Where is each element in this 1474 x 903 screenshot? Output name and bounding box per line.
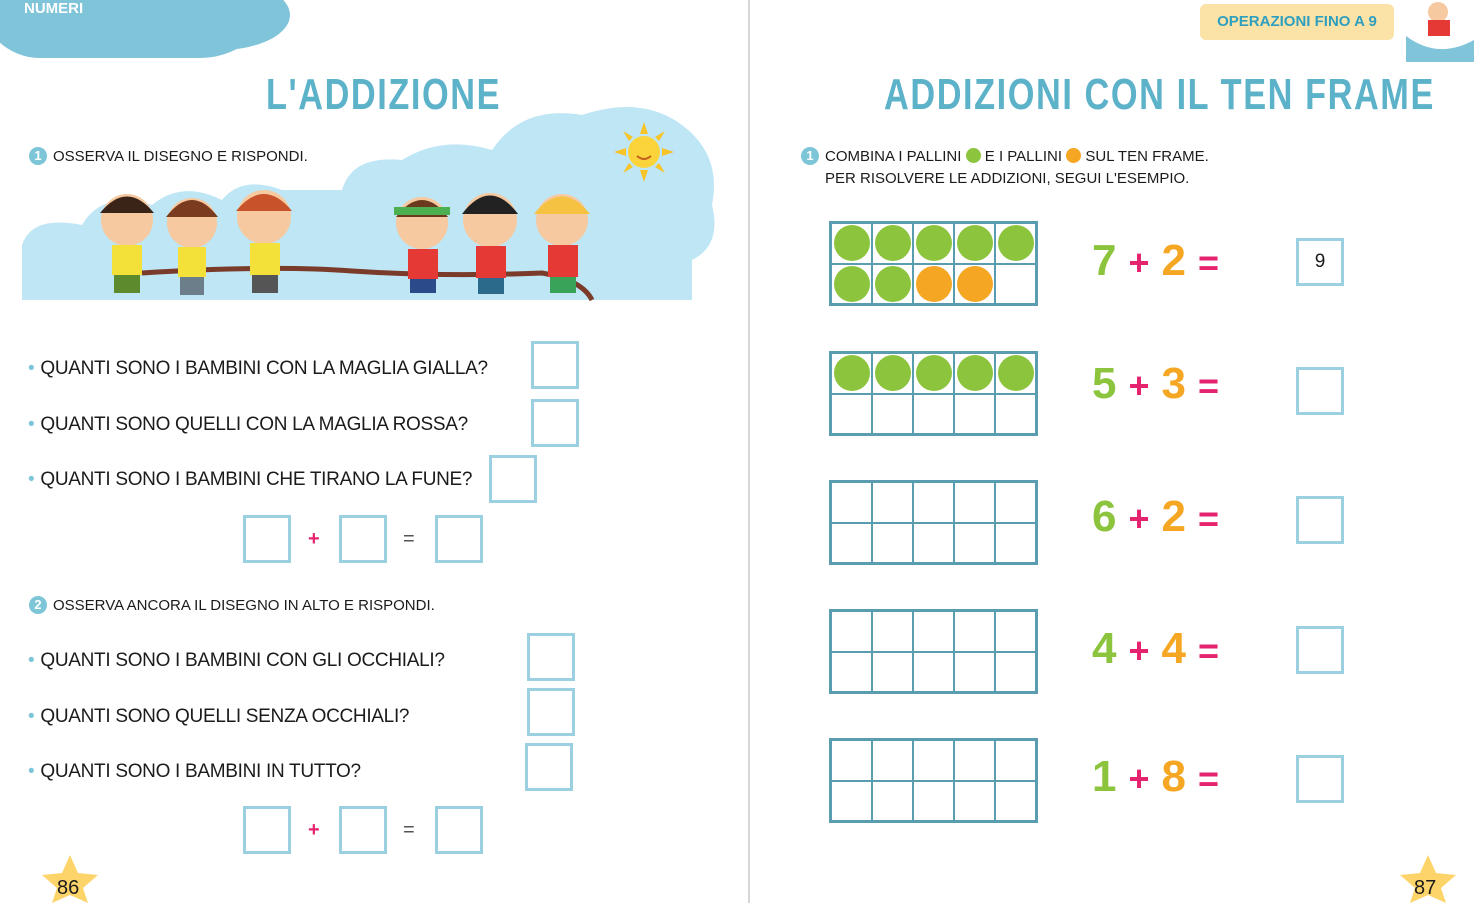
second-addend: 4 xyxy=(1161,624,1188,673)
green-dot-icon xyxy=(834,355,870,391)
ten-frame-cell[interactable] xyxy=(954,523,995,564)
ten-frame[interactable] xyxy=(829,351,1038,436)
ten-frame-cell[interactable] xyxy=(954,223,995,264)
ten-frame-cell[interactable] xyxy=(954,353,995,394)
plus-sign: + xyxy=(308,528,320,550)
second-addend: 3 xyxy=(1161,359,1188,408)
ten-frame[interactable] xyxy=(829,480,1038,565)
answer-box[interactable] xyxy=(531,399,579,447)
ten-frame-cell[interactable] xyxy=(831,523,872,564)
ten-frame-cell[interactable] xyxy=(913,482,954,523)
equation xyxy=(1092,492,1231,542)
chapter-tag: OPERAZIONI FINO A 9 xyxy=(1200,4,1394,40)
equals-sign: = xyxy=(1198,630,1222,671)
equation xyxy=(1092,236,1231,286)
ten-frame-cell[interactable] xyxy=(872,781,913,822)
ten-frame-cell[interactable] xyxy=(995,353,1036,394)
ten-frame-cell[interactable] xyxy=(995,652,1036,693)
sum-answer-box[interactable] xyxy=(1296,496,1344,544)
ten-frame[interactable] xyxy=(829,221,1038,306)
question-row xyxy=(28,761,361,783)
sun-icon xyxy=(614,122,674,182)
question-text: QUANTI SONO I BAMBINI CON LA MAGLIA GIALLA? xyxy=(40,358,488,379)
green-dot-icon xyxy=(916,355,952,391)
ten-frame-cell[interactable] xyxy=(995,523,1036,564)
first-addend: 7 xyxy=(1092,236,1119,285)
page-divider xyxy=(748,0,750,903)
sum-answer-box[interactable]: 9 xyxy=(1296,238,1344,286)
ten-frame-cell[interactable] xyxy=(913,781,954,822)
ten-frame-cell[interactable] xyxy=(913,652,954,693)
bullet-icon: • xyxy=(28,650,35,671)
ten-frame-cell[interactable] xyxy=(954,482,995,523)
instruction-text: SUL TEN FRAME. xyxy=(1085,148,1209,165)
ten-frame-cell[interactable] xyxy=(831,611,872,652)
ten-frame-cell[interactable] xyxy=(913,523,954,564)
plus-sign: + xyxy=(308,819,320,841)
equals-sign: = xyxy=(403,528,415,550)
green-dot-icon xyxy=(875,266,911,302)
question-row xyxy=(28,358,488,380)
first-addend: 4 xyxy=(1092,624,1119,673)
green-dot-icon xyxy=(998,355,1034,391)
question-text: QUANTI SONO I BAMBINI CHE TIRANO LA FUNE? xyxy=(40,469,473,490)
ten-frame[interactable] xyxy=(829,738,1038,823)
ten-frame-cell[interactable] xyxy=(831,781,872,822)
boy-on-boat-illustration xyxy=(1402,0,1474,62)
exercise-instruction-line2: PER RISOLVERE LE ADDIZIONI, SEGUI L'ESEMPIO. xyxy=(825,170,1190,187)
ten-frame-cell[interactable] xyxy=(913,264,954,305)
ten-frame-cell[interactable] xyxy=(831,264,872,305)
addend-box[interactable] xyxy=(243,806,291,854)
ten-frame-cell[interactable] xyxy=(995,781,1036,822)
ten-frame-cell[interactable] xyxy=(872,523,913,564)
ten-frame-cell[interactable] xyxy=(872,223,913,264)
green-dot-icon xyxy=(957,355,993,391)
ten-frame-cell[interactable] xyxy=(831,394,872,435)
section-label: NUMERI xyxy=(24,0,84,17)
equals-sign: = xyxy=(1198,758,1222,799)
ten-frame-cell[interactable] xyxy=(954,611,995,652)
ten-frame-cell[interactable] xyxy=(913,611,954,652)
ten-frame-cell[interactable] xyxy=(831,353,872,394)
equation xyxy=(1092,624,1231,674)
ten-frame-cell[interactable] xyxy=(872,611,913,652)
instruction-text: E I PALLINI xyxy=(984,148,1063,165)
addend-box[interactable] xyxy=(339,515,387,563)
ten-frame-cell[interactable] xyxy=(913,353,954,394)
green-dot-icon xyxy=(966,148,981,163)
green-dot-icon xyxy=(875,355,911,391)
plus-sign: + xyxy=(1128,498,1152,539)
plus-sign: + xyxy=(1128,630,1152,671)
answer-box[interactable] xyxy=(527,688,575,736)
ten-frame-cell[interactable] xyxy=(872,353,913,394)
exercise-instruction-line1 xyxy=(825,148,1209,165)
sum-answer-box[interactable] xyxy=(1296,367,1344,415)
ten-frame-cell[interactable] xyxy=(831,652,872,693)
ten-frame-cell[interactable] xyxy=(872,264,913,305)
ten-frame-cell[interactable] xyxy=(954,652,995,693)
sum-answer-box[interactable] xyxy=(1296,626,1344,674)
first-addend: 1 xyxy=(1092,752,1119,801)
exercise-instruction: OSSERVA IL DISEGNO E RISPONDI. xyxy=(53,148,308,165)
plus-sign: + xyxy=(1128,758,1152,799)
plus-sign: + xyxy=(1128,242,1152,283)
ten-frame-cell[interactable] xyxy=(831,740,872,781)
page-number: 86 xyxy=(57,877,80,899)
page-title-right: ADDIZIONI CON IL TEN FRAME xyxy=(884,70,1435,119)
green-dot-icon xyxy=(916,225,952,261)
second-addend: 2 xyxy=(1161,492,1188,541)
question-text: QUANTI SONO QUELLI CON LA MAGLIA ROSSA? xyxy=(40,414,468,435)
exercise-instruction: OSSERVA ANCORA IL DISEGNO IN ALTO E RISPONDI. xyxy=(53,597,435,614)
bullet-icon: • xyxy=(28,414,35,435)
equals-sign: = xyxy=(403,819,415,841)
ten-frame-cell[interactable] xyxy=(954,264,995,305)
green-dot-icon xyxy=(998,225,1034,261)
bullet-icon: • xyxy=(28,706,35,727)
ten-frame-cell[interactable] xyxy=(995,482,1036,523)
answer-box[interactable] xyxy=(489,455,537,503)
ten-frame-cell[interactable] xyxy=(913,394,954,435)
ten-frame-cell[interactable] xyxy=(913,740,954,781)
question-row xyxy=(28,650,445,672)
ten-frame-cell[interactable] xyxy=(831,223,872,264)
ten-frame-cell[interactable] xyxy=(954,781,995,822)
question-text: QUANTI SONO QUELLI SENZA OCCHIALI? xyxy=(40,706,410,727)
orange-dot-icon xyxy=(1066,148,1081,163)
page-number: 87 xyxy=(1414,877,1437,899)
equals-sign: = xyxy=(1198,498,1222,539)
question-row xyxy=(28,414,468,436)
question-row xyxy=(28,469,472,491)
exercise-number-badge: 2 xyxy=(29,596,47,614)
instruction-text: COMBINA I PALLINI xyxy=(825,148,962,165)
ten-frame-cell[interactable] xyxy=(872,740,913,781)
equals-sign: = xyxy=(1198,242,1222,283)
second-addend: 2 xyxy=(1161,236,1188,285)
sum-box[interactable] xyxy=(435,806,483,854)
equals-sign: = xyxy=(1198,365,1222,406)
answer-box[interactable] xyxy=(525,743,573,791)
ten-frame-cell[interactable] xyxy=(831,482,872,523)
green-dot-icon xyxy=(957,225,993,261)
bullet-icon: • xyxy=(28,761,35,782)
ten-frame-cell[interactable] xyxy=(995,394,1036,435)
first-addend: 6 xyxy=(1092,492,1119,541)
ten-frame-cell[interactable] xyxy=(954,740,995,781)
question-text: QUANTI SONO I BAMBINI IN TUTTO? xyxy=(40,761,361,782)
bullet-icon: • xyxy=(28,358,35,379)
orange-dot-icon xyxy=(916,266,952,302)
bullet-icon: • xyxy=(28,469,35,490)
addend-box[interactable] xyxy=(243,515,291,563)
sum-box[interactable] xyxy=(435,515,483,563)
ten-frame-cell[interactable] xyxy=(954,394,995,435)
exercise-number-badge: 1 xyxy=(29,147,47,165)
ten-frame-cell[interactable] xyxy=(913,223,954,264)
second-addend: 8 xyxy=(1161,752,1188,801)
green-dot-icon xyxy=(834,225,870,261)
question-row xyxy=(28,706,409,728)
ten-frame-cell[interactable] xyxy=(872,394,913,435)
ten-frame-cell[interactable] xyxy=(995,740,1036,781)
exercise-number-badge: 1 xyxy=(801,147,819,165)
question-text: QUANTI SONO I BAMBINI CON GLI OCCHIALI? xyxy=(40,650,445,671)
addend-box[interactable] xyxy=(339,806,387,854)
ten-frame-cell[interactable] xyxy=(872,652,913,693)
green-dot-icon xyxy=(875,225,911,261)
ten-frame[interactable] xyxy=(829,609,1038,694)
equation xyxy=(1092,752,1231,802)
green-dot-icon xyxy=(834,266,870,302)
ten-frame-cell[interactable] xyxy=(872,482,913,523)
ten-frame-cell[interactable] xyxy=(995,223,1036,264)
answer-box[interactable] xyxy=(531,341,579,389)
equation xyxy=(1092,359,1231,409)
first-addend: 5 xyxy=(1092,359,1119,408)
page-title-left: L'ADDIZIONE xyxy=(266,70,502,119)
ten-frame-cell[interactable] xyxy=(995,611,1036,652)
answer-box[interactable] xyxy=(527,633,575,681)
orange-dot-icon xyxy=(957,266,993,302)
ten-frame-cell[interactable] xyxy=(995,264,1036,305)
sum-answer-box[interactable] xyxy=(1296,755,1344,803)
plus-sign: + xyxy=(1128,365,1152,406)
